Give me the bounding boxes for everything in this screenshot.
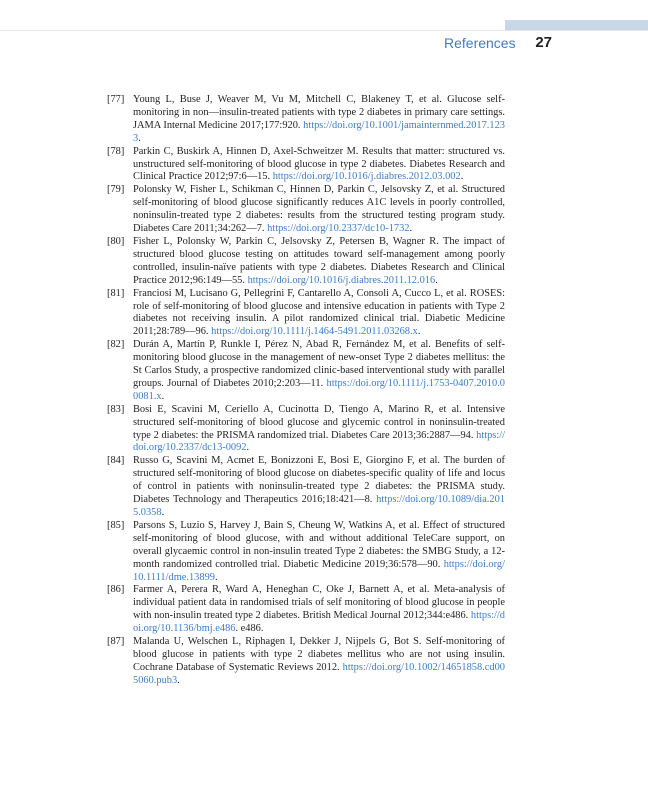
page-number: 27	[535, 34, 552, 51]
reference-text: Polonsky W, Fisher L, Schikman C, Hinnen D, Parkin C, Jelsovsky Z, et al. Structured self-monitoring of blood glucose significantly reduces A1C levels in poorly controlled, noninsulin-treated type 2 diabetes: results from the structured testing program study. Diabetes Care 2011;34:262—7.	[133, 184, 505, 235]
reference-doi-link[interactable]: https://doi.org/10.1136/bmj.e486	[133, 610, 505, 635]
reference-doi-link[interactable]: https://doi.org/10.2337/dc13-0092	[133, 429, 505, 454]
reference-number: [77]	[107, 94, 125, 105]
reference-trailing: .	[409, 223, 413, 235]
header-rule	[0, 30, 648, 31]
reference-number: [87]	[107, 636, 125, 648]
reference-item	[107, 455, 505, 520]
reference-number: [82]	[107, 339, 125, 351]
reference-item	[107, 94, 505, 146]
reference-number: [78]	[107, 145, 125, 157]
reference-item	[107, 236, 505, 288]
reference-item	[107, 404, 505, 456]
reference-doi-link[interactable]: https://doi.org/10.1002/14651858.cd005060.pub3	[133, 661, 505, 686]
reference-item	[107, 184, 505, 236]
reference-item	[107, 636, 505, 688]
reference-trailing: .	[435, 274, 438, 286]
reference-trailing: .	[214, 571, 218, 583]
reference-item	[107, 146, 505, 185]
reference-text: Durán A, Martín P, Runkle I, Pérez N, Abad R, Fernández M, et al. Benefits of self-monitoring blood glucose in the management of new-onset Type 2 diabetes mellitus: the St Carlos Study, a prospective randomized clinic-based interventional study with parallel groups. Journal of Diabetes 2010;2:203—11.	[133, 339, 505, 389]
reference-number: [79]	[107, 184, 125, 196]
reference-doi-link[interactable]: https://doi.org/10.2337/dc10-1732	[267, 223, 410, 235]
section-title: References	[444, 35, 516, 51]
reference-doi-link[interactable]: https://doi.org/10.1111/j.1464-5491.2011.03268.x	[211, 326, 418, 338]
reference-trailing: .	[138, 132, 141, 144]
reference-trailing: .	[246, 442, 250, 454]
reference-trailing: . e486.	[235, 623, 264, 635]
reference-text: Parkin C, Buskirk A, Hinnen D, Axel-Schweitzer M. Results that matter: structured vs. unstructured self-monitoring of blood glucose in type 2 diabetes. Diabetes Research and Clinical Practice 2012;97:6—15.	[133, 145, 505, 183]
reference-number: [81]	[107, 287, 125, 299]
reference-number: [86]	[107, 584, 125, 596]
reference-doi-link[interactable]: https://doi.org/10.1016/j.diabres.2011.12.016	[247, 274, 436, 286]
reference-text: Russo G, Scavini M, Acmet E, Bonizzoni E, Bosi E, Giorgino F, et al. The burden of structured self-monitoring of blood glucose on diabetes-specific quality of life and locus of control in patients with noninsulin-treated type 2 diabetes: the PRISMA study. Diabetes Technology and Therapeutics 2016;18:421—8.	[133, 455, 505, 506]
reference-trailing: .	[417, 326, 421, 338]
reference-text: Malanda U, Welschen L, Riphagen I, Dekker J, Nijpels G, Bot S. Self-monitoring of blood glucose in patients with type 2 diabetes mellitus who are not using insulin. Cochrane Database of Systematic Reviews 2012.	[133, 636, 505, 673]
reference-trailing: .	[177, 674, 180, 686]
reference-item	[107, 520, 505, 585]
reference-text: Fisher L, Polonsky W, Parkin C, Jelsovsky Z, Petersen B, Wagner R. The impact of structured blood glucose testing on attitudes toward self-management among poorly controlled, insulin-naïve patients with type 2 diabetes. Diabetes Research and Clinical Practice 2012;96:149—55.	[133, 235, 505, 286]
header-accent-bar	[505, 20, 648, 30]
reference-number: [80]	[107, 235, 125, 247]
reference-item	[107, 288, 505, 340]
reference-doi-link[interactable]: https://doi.org/10.1111/dme.13899	[133, 558, 505, 583]
reference-doi-link[interactable]: https://doi.org/10.1016/j.diabres.2012.03.002	[272, 171, 461, 183]
running-head	[440, 35, 552, 53]
reference-number: [85]	[107, 519, 125, 531]
reference-item	[107, 584, 505, 636]
reference-text: Parsons S, Luzio S, Harvey J, Bain S, Cheung W, Watkins A, et al. Effect of structured self-monitoring of blood glucose, with and without additional TeleCare support, on overall glycaemic control in non-insulin treated Type 2 diabetes: the SMBG Study, a 12-month randomized controlled trial. Diabetic Medicine 2019;36:578—90.	[133, 519, 505, 570]
reference-number: [83]	[107, 403, 125, 415]
reference-trailing: .	[161, 507, 165, 518]
reference-doi-link[interactable]: https://doi.org/10.1089/dia.2015.0358	[133, 494, 505, 518]
reference-number: [84]	[107, 455, 125, 467]
reference-text: Young L, Buse J, Weaver M, Vu M, Mitchell C, Blakeney T, et al. Glucose self-monitoring in non—insulin-treated patients with type 2 diabetes in primary care settings. JAMA Internal Medicine 2017;177:920.	[133, 94, 505, 131]
reference-text: Farmer A, Perera R, Ward A, Heneghan C, Oke J, Barnett A, et al. Meta-analysis of individual patient data in randomised trials of self monitoring of blood glucose in people with non-insulin treated type 2 diabetes. British Medical Journal 2012;344:e486.	[133, 584, 505, 622]
reference-doi-link[interactable]: https://doi.org/10.1111/j.1753-0407.2010.00081.x	[133, 377, 505, 402]
reference-item	[107, 339, 505, 404]
reference-text: Bosi E, Scavini M, Ceriello A, Cucinotta D, Tiengo A, Marino R, et al. Intensive structured self-monitoring of blood glucose and glycemic control in noninsulin-treated type 2 diabetes: the PRISMA randomized trial. Diabetes Care 2013;36:2887—94.	[133, 403, 505, 441]
reference-list	[107, 94, 505, 688]
reference-doi-link[interactable]: https://doi.org/10.1001/jamainternmed.2017.1233	[133, 119, 505, 144]
reference-text: Franciosi M, Lucisano G, Pellegrini F, Cantarello A, Consoli A, Cucco L, et al. ROSES: role of self-monitoring of blood glucose and intensive education in patients with Type 2 diabetes not receiving insulin. A pilot randomized clinical trial. Diabetic Medicine 2011;28:789—96.	[133, 287, 505, 338]
reference-trailing: .	[161, 390, 165, 402]
reference-trailing: .	[460, 171, 464, 183]
